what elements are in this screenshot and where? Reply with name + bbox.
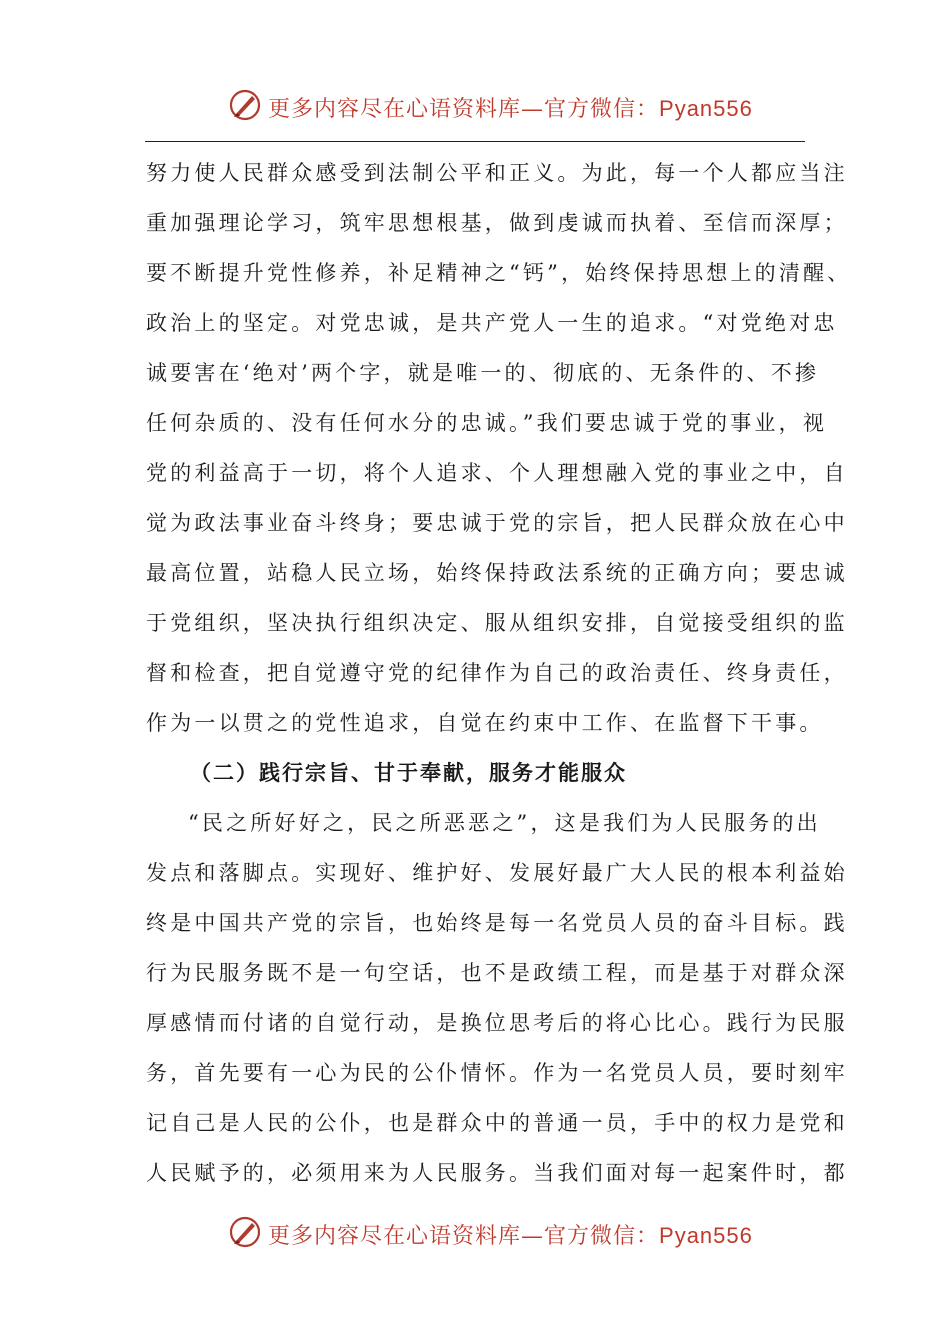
body-line: 最高位置，站稳人民立场，始终保持政法系统的正确方向；要忠诚 <box>146 561 848 585</box>
footer-wechat-id: Pyan556 <box>659 1223 753 1248</box>
body-line: 行为民服务既不是一句空话，也不是政绩工程，而是基于对群众深 <box>146 961 848 985</box>
section-heading: （二）践行宗旨、甘于奉献，服务才能服众 <box>190 760 627 785</box>
body-line: 诚要害在‘绝对’两个字，就是唯一的、彻底的、无条件的、不掺 <box>146 361 820 385</box>
body-line: “民之所好好之，民之所恶恶之”，这是我们为人民服务的出 <box>188 811 821 835</box>
body-line: 努力使人民群众感受到法制公平和正义。为此，每一个人都应当注 <box>146 161 848 185</box>
body-line: 人民赋予的，必须用来为人民服务。当我们面对每一起案件时，都 <box>146 1161 848 1185</box>
footer-banner <box>0 1213 950 1263</box>
body-line: 任何杂质的、没有任何水分的忠诚。”我们要忠诚于党的事业，视 <box>146 411 828 435</box>
body-line: 重加强理论学习，筑牢思想根基，做到虔诚而执着、至信而深厚； <box>146 211 848 235</box>
footer-banner-text: 更多内容尽在心语资料库—官方微信：Pyan556 <box>268 1223 753 1249</box>
header-banner <box>0 86 950 136</box>
body-line: 记自己是人民的公仆，也是群众中的普通一员，手中的权力是党和 <box>146 1111 848 1135</box>
body-line: 要不断提升党性修养，补足精神之“钙”，始终保持思想上的清醒、 <box>146 261 852 285</box>
body-line: 发点和落脚点。实现好、维护好、发展好最广大人民的根本利益始 <box>146 861 848 885</box>
header-banner-text: 更多内容尽在心语资料库—官方微信：Pyan556 <box>268 96 753 122</box>
body-line: 厚感情而付诸的自觉行动，是换位思考后的将心比心。践行为民服 <box>146 1011 848 1035</box>
body-line: 终是中国共产党的宗旨，也始终是每一名党员人员的奋斗目标。践 <box>146 911 848 935</box>
header-divider <box>145 141 805 142</box>
body-line: 务，首先要有一心为民的公仆情怀。作为一名党员人员，要时刻牢 <box>146 1061 848 1085</box>
body-line: 政治上的坚定。对党忠诚，是共产党人一生的追求。“对党绝对忠 <box>146 311 838 335</box>
body-line: 督和检查，把自觉遵守党的纪律作为自己的政治责任、终身责任， <box>146 661 848 685</box>
body-line: 觉为政法事业奋斗终身；要忠诚于党的宗旨，把人民群众放在心中 <box>146 511 848 535</box>
pen-logo-icon <box>228 88 262 122</box>
body-line: 作为一以贯之的党性追求，自觉在约束中工作、在监督下干事。 <box>146 711 824 735</box>
body-line: 于党组织，坚决执行组织决定、服从组织安排，自觉接受组织的监 <box>146 611 848 635</box>
body-line: 党的利益高于一切，将个人追求、个人理想融入党的事业之中，自 <box>146 461 848 485</box>
pen-logo-icon <box>228 1215 262 1249</box>
header-wechat-id: Pyan556 <box>659 96 753 121</box>
